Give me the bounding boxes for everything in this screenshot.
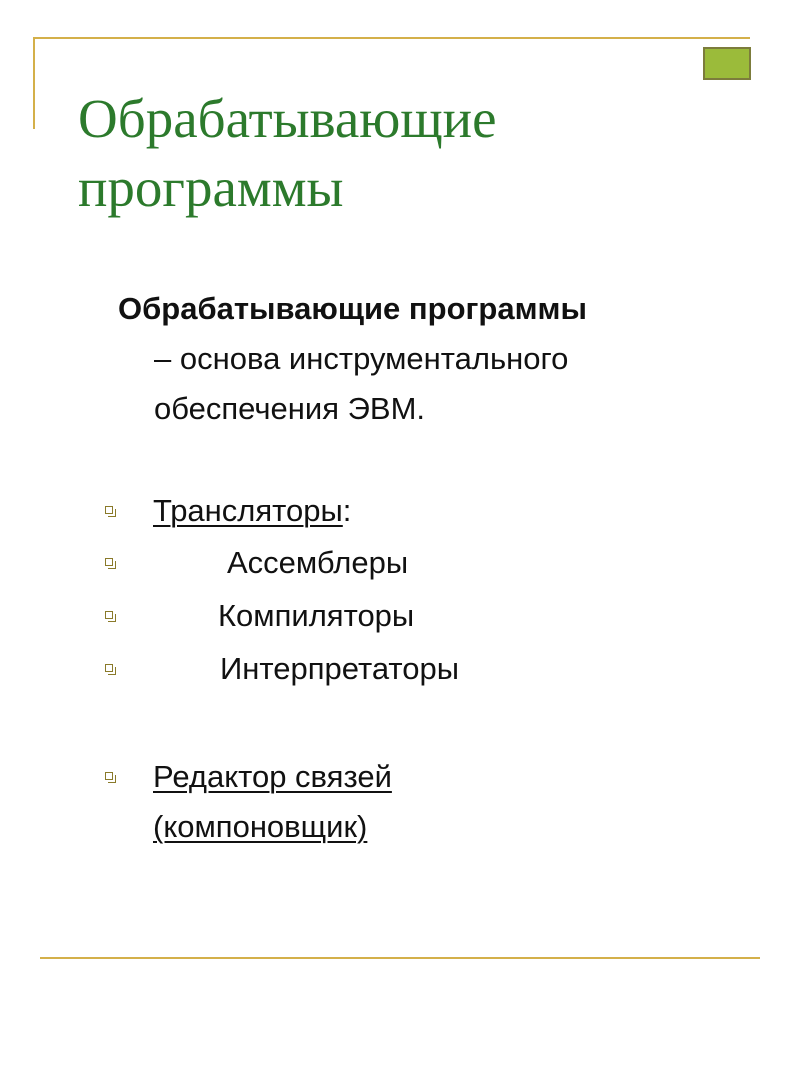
intro-paragraph (118, 284, 718, 434)
frame-bottom-line (40, 957, 760, 959)
intro-bold-text: Обрабатывающие программы (118, 291, 587, 326)
list-item-label: Интерпретаторы (220, 651, 459, 686)
square-bullet-icon (105, 664, 113, 672)
square-bullet-icon (105, 506, 113, 514)
list-item-translators (105, 486, 725, 536)
list-item-suffix: : (342, 493, 352, 528)
square-bullet-icon (105, 558, 113, 566)
frame-left-line (33, 37, 35, 129)
list-item-label: Компиляторы (218, 598, 415, 633)
square-bullet-icon (105, 772, 113, 780)
frame-top-line (33, 37, 750, 39)
list-item-label-continued: (компоновщик) (153, 809, 368, 844)
slide-title: Обрабатывающие программы (78, 88, 497, 218)
list-item-assemblers (105, 538, 725, 588)
intro-rest-text: – основа инструментального обеспечения ЭВМ. (154, 341, 569, 426)
list-item-compilers (105, 591, 725, 641)
list-item-label: Трансляторы (153, 493, 343, 528)
list-item-linker (105, 752, 725, 852)
accent-square (703, 47, 751, 80)
list-item-label: Редактор связей (153, 759, 392, 794)
list-item-interpreters (105, 644, 725, 694)
square-bullet-icon (105, 611, 113, 619)
list-item-label: Ассемблеры (227, 545, 409, 580)
